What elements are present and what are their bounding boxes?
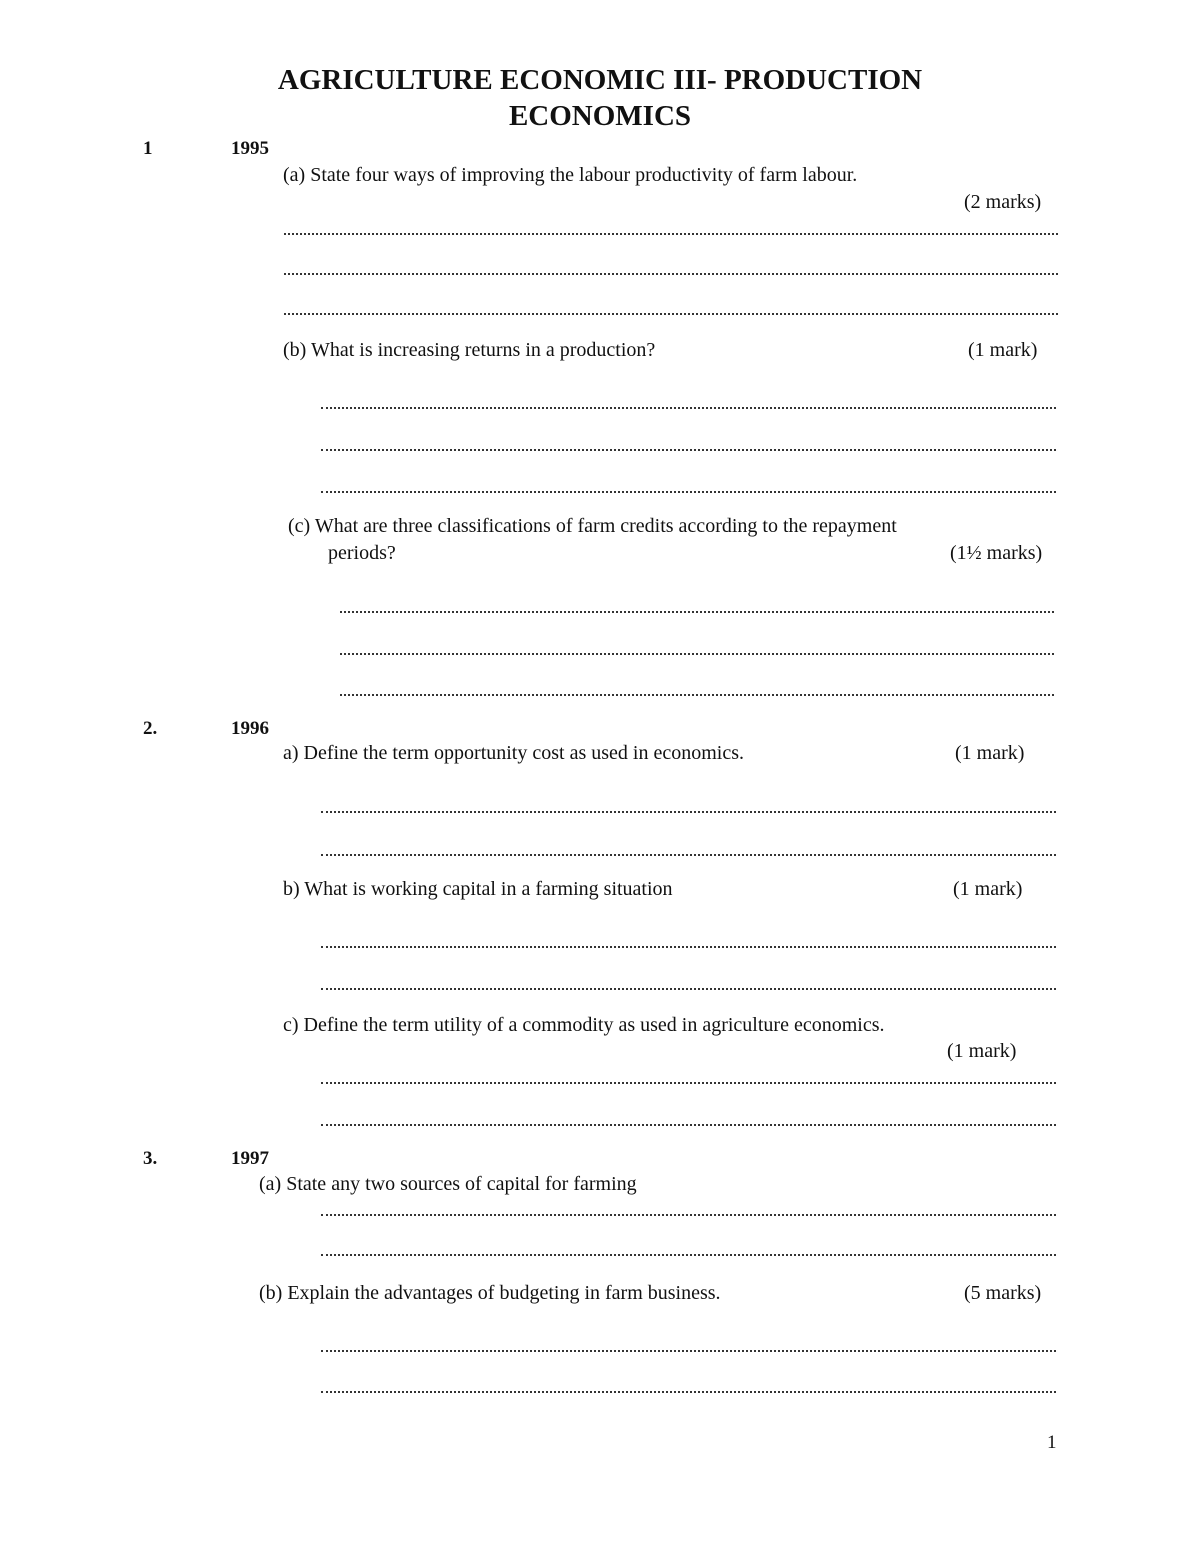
page-title-line-1: AGRICULTURE ECONOMIC III- PRODUCTION <box>277 64 923 96</box>
question-text: b) What is working capital in a farming situation <box>283 878 673 900</box>
marks-label: (1 mark) <box>953 878 1023 900</box>
question-text: a) Define the term opportunity cost as used in economics. <box>283 742 744 764</box>
answer-line[interactable] <box>340 611 1054 613</box>
answer-line[interactable] <box>321 1214 1056 1216</box>
question-year: 1995 <box>231 138 269 159</box>
answer-line[interactable] <box>321 1124 1056 1126</box>
question-text: (a) State any two sources of capital for farming <box>259 1173 637 1195</box>
answer-line[interactable] <box>340 694 1054 696</box>
answer-line[interactable] <box>321 449 1056 451</box>
question-text: (c) What are three classifications of farm credits according to the repayment <box>288 515 897 537</box>
marks-label: (1 mark) <box>947 1040 1017 1062</box>
question-text: (b) Explain the advantages of budgeting in farm business. <box>259 1282 721 1304</box>
question-number: 2. <box>143 718 158 739</box>
answer-line[interactable] <box>321 1254 1056 1256</box>
answer-line[interactable] <box>321 811 1056 813</box>
question-year: 1996 <box>231 718 269 739</box>
marks-label: (1 mark) <box>968 339 1038 361</box>
answer-line[interactable] <box>321 946 1056 948</box>
marks-label: (1 mark) <box>955 742 1025 764</box>
answer-line[interactable] <box>321 854 1056 856</box>
answer-line[interactable] <box>321 407 1056 409</box>
question-text: (a) State four ways of improving the labour productivity of farm labour. <box>283 164 858 186</box>
question-number: 1 <box>143 138 153 159</box>
answer-line[interactable] <box>321 1350 1056 1352</box>
question-year: 1997 <box>231 1148 269 1169</box>
question-text-continued: periods? <box>328 542 396 564</box>
marks-label: (1½ marks) <box>950 542 1043 564</box>
marks-label: (5 marks) <box>964 1282 1042 1304</box>
marks-label: (2 marks) <box>964 191 1042 213</box>
question-text: (b) What is increasing returns in a production? <box>283 339 656 361</box>
page-number: 1 <box>1047 1432 1057 1453</box>
answer-line[interactable] <box>284 233 1058 235</box>
answer-line[interactable] <box>321 1082 1056 1084</box>
answer-line[interactable] <box>321 1391 1056 1393</box>
answer-line[interactable] <box>284 313 1058 315</box>
answer-line[interactable] <box>321 988 1056 990</box>
answer-line[interactable] <box>340 653 1054 655</box>
page-title-line-2: ECONOMICS <box>508 100 692 132</box>
question-text: c) Define the term utility of a commodity as used in agriculture economics. <box>283 1014 885 1036</box>
page-title <box>0 62 1200 134</box>
answer-line[interactable] <box>321 491 1056 493</box>
answer-line[interactable] <box>284 273 1058 275</box>
question-number: 3. <box>143 1148 158 1169</box>
